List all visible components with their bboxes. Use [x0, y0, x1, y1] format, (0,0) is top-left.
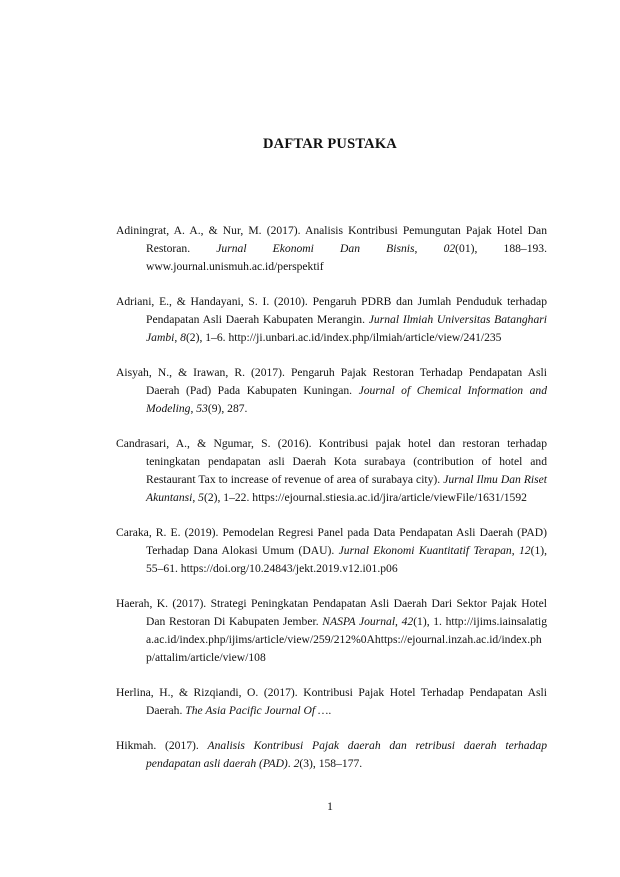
reference-tail: (3), 158–177.	[299, 757, 363, 770]
reference-entry	[116, 684, 547, 720]
reference-volume: 02	[443, 242, 456, 255]
reference-separator: ,	[414, 242, 444, 255]
reference-text: Herlina, H., & Rizqiandi, O. (2017). Kontribusi Pajak Hotel Terhadap Pendapatan Asli Daerah.	[116, 686, 547, 717]
page-number: 1	[327, 799, 333, 813]
reference-volume: 12	[519, 544, 531, 557]
reference-text: Adiningrat, A. A., & Nur, M. (2017). Analisis Kontribusi Pemungutan Pajak Hotel Dan Restoran.	[116, 224, 547, 255]
reference-text: Adriani, E., & Handayani, S. I. (2010). Pengaruh PDRB dan Jumlah Penduduk terhadap Pendapatan Asli Daerah Kabupaten Merangin.	[116, 295, 547, 326]
reference-volume: 5	[198, 491, 204, 504]
reference-entry	[116, 595, 547, 667]
reference-separator: ,	[395, 615, 402, 628]
reference-tail: (1), 1. http://ijims.iainsalatiga.ac.id/index.php/ijims/article/view/259/212%0Ahttps://ejournal.inzah.ac.id/index.php/attalim/article/view/108	[146, 615, 548, 664]
reference-text: Caraka, R. E. (2019). Pemodelan Regresi Panel pada Data Pendapatan Asli Daerah (PAD) Terhadap Dana Alokasi Umum (DAU).	[116, 526, 547, 557]
reference-tail: (2), 1–6. http://ji.unbari.ac.id/index.php/ilmiah/article/view/241/235	[185, 331, 502, 344]
reference-journal: The Asia Pacific Journal Of …	[185, 704, 329, 717]
reference-entry	[116, 737, 547, 773]
page-title: DAFTAR PUSTAKA	[263, 136, 397, 152]
reference-entry	[116, 435, 547, 507]
reference-tail: (01), 188–193. www.journal.unismuh.ac.id/perspektif	[146, 242, 547, 273]
reference-separator: .	[328, 704, 332, 717]
reference-journal: Jurnal Ilmu Dan Riset Akuntansi	[146, 473, 547, 504]
reference-tail: (2), 1–22. https://ejournal.stiesia.ac.id/jira/article/viewFile/1631/1592	[203, 491, 527, 504]
reference-tail: (9), 287.	[207, 402, 248, 415]
reference-separator: ,	[192, 491, 199, 504]
reference-separator: ,	[190, 402, 197, 415]
reference-volume: 2	[293, 757, 300, 770]
reference-separator: ,	[511, 544, 519, 557]
reference-entry	[116, 293, 547, 347]
reference-journal: Jurnal Ekonomi Kuantitatif Terapan	[338, 544, 512, 557]
reference-entry	[116, 222, 547, 276]
reference-volume: 53	[196, 402, 208, 415]
reference-separator: ,	[174, 331, 181, 344]
reference-entry	[116, 524, 547, 578]
reference-entry	[116, 364, 547, 418]
reference-text: Hikmah. (2017).	[116, 739, 208, 752]
reference-journal: NASPA Journal	[322, 615, 396, 628]
reference-journal: Journal of Chemical Information and Modeling	[146, 384, 547, 415]
reference-journal: Jurnal Ilmiah Universitas Batanghari Jambi	[146, 313, 547, 344]
reference-list	[116, 222, 547, 773]
reference-text: Aisyah, N., & Irawan, R. (2017). Pengaruh Pajak Restoran Terhadap Pendapatan Asli Daerah (Pad) Pada Kabupaten Kuningan.	[116, 366, 547, 397]
reference-volume: 42	[401, 615, 414, 628]
reference-journal: Jurnal Ekonomi Dan Bisnis	[216, 242, 415, 255]
reference-volume: 8	[180, 331, 186, 344]
reference-separator: .	[287, 757, 294, 770]
reference-tail: (1), 55–61. https://doi.org/10.24843/jekt.2019.v12.i01.p06	[146, 544, 548, 575]
reference-text: Haerah, K. (2017). Strategi Peningkatan Pendapatan Asli Daerah Dari Sektor Pajak Hotel Dan Restoran Di Kabupaten Jember.	[116, 597, 547, 628]
reference-journal: Analisis Kontribusi Pajak daerah dan retribusi daerah terhadap pendapatan asli daerah (PAD)	[146, 739, 547, 770]
reference-text: Candrasari, A., & Ngumar, S. (2016). Kontribusi pajak hotel dan restoran terhadap teningkatan pendapatan asli Daerah Kota surabaya (contribution of hotel and Restaurant Tax to increase of revenue of area of surabaya city).	[116, 437, 547, 486]
